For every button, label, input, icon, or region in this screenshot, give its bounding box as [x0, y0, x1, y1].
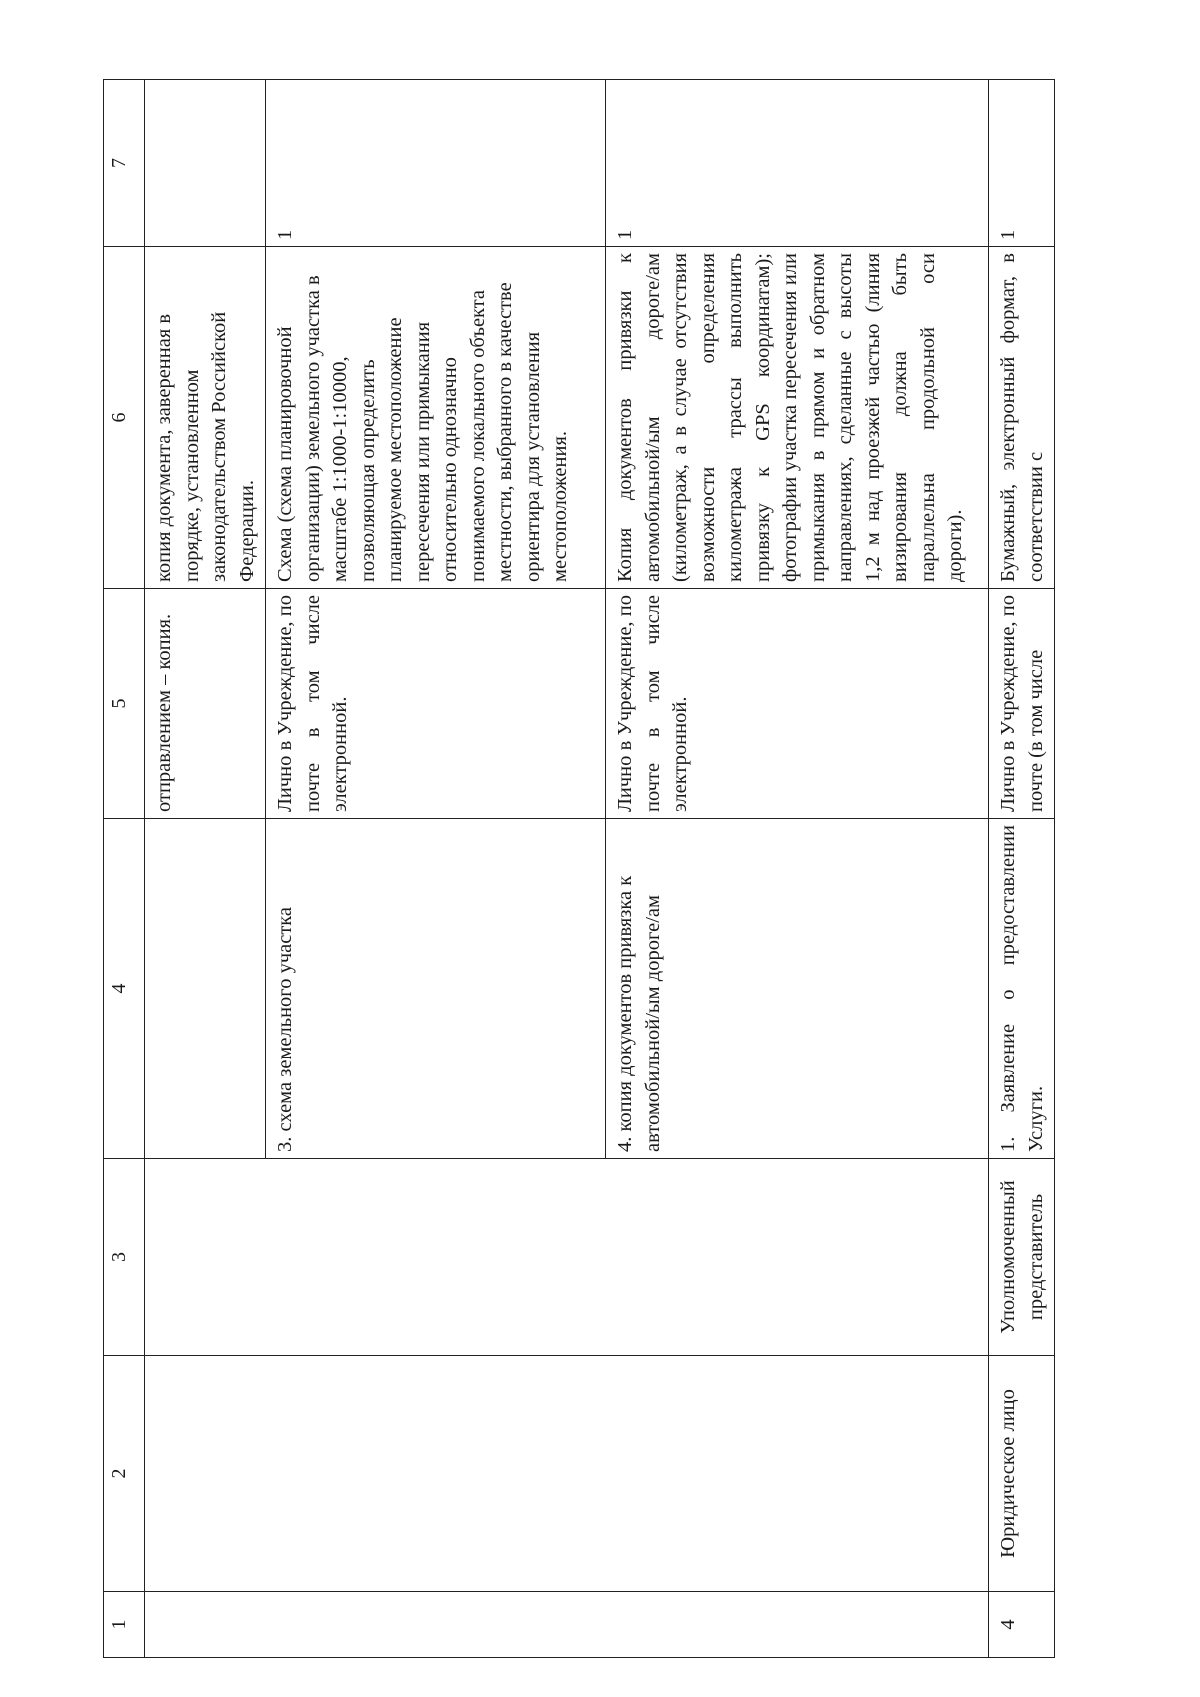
column-number: 7 [104, 80, 145, 247]
representative-cell: Уполномоченный представитель [989, 1159, 1055, 1356]
row-number-cell [606, 1592, 989, 1658]
count-cell [145, 80, 266, 247]
applicant-cell [606, 1356, 989, 1592]
table-row [145, 80, 266, 1658]
representative-cell [266, 1159, 606, 1356]
submission-method-cell: Лично в Учреждение, по почте (в том числе [989, 589, 1055, 819]
document-cell [145, 819, 266, 1159]
count-cell: 1 [989, 80, 1055, 247]
row-number-cell [266, 1592, 606, 1658]
column-number-row [104, 80, 145, 1658]
row-number-cell: 4 [989, 1592, 1055, 1658]
column-number: 2 [104, 1356, 145, 1592]
count-cell: 1 [606, 80, 989, 247]
requirements-cell: Бумажный, электронный формат, в соответствии с [989, 247, 1055, 589]
table-row [606, 80, 989, 1658]
document-cell: 4. копия документов привязка к автомобильной/ым дороге/ам [606, 819, 989, 1159]
submission-method-cell: Лично в Учреждение, по почте в том числе электронной. [266, 589, 606, 819]
applicant-cell [266, 1356, 606, 1592]
document-cell: 1. Заявление о предоставлении Услуги. [989, 819, 1055, 1159]
requirements-cell: копия документа, заверенная в порядке, установленном законодательством Российской Федерации. [145, 247, 266, 589]
requirements-cell: Копия документов привязки к автомобильной/ым дороге/ам (километраж, а в случае отсутствия возможности определения километража трассы выполнить привязку к GPS координатам); фотографии участка пересечения или примыкания в прямом и обратном направлениях, сделанные с высоты 1,2 м над проезжей частью (линия визирования должна быть параллельна продольной оси дороги). [606, 247, 989, 589]
submission-method-cell: Лично в Учреждение, по почте в том числе электронной. [606, 589, 989, 819]
column-number: 3 [104, 1159, 145, 1356]
column-number: 1 [104, 1592, 145, 1658]
submission-method-cell: отправлением – копия. [145, 589, 266, 819]
row-number-cell [145, 1592, 266, 1658]
documents-table [103, 79, 1055, 1658]
column-number: 6 [104, 247, 145, 589]
applicant-cell: Юридическое лицо [989, 1356, 1055, 1592]
requirements-cell: Схема (схема планировочной организации) земельного участка в масштабе 1:1000-1:10000, позволяющая определить планируемое местоположение пересечения или примыкания относительно однозначно понимаемого локального объекта местности, выбранного в качестве ориентира для установления местоположения. [266, 247, 606, 589]
representative-cell [606, 1159, 989, 1356]
rotated-page [103, 80, 1117, 1658]
document-cell: 3. схема земельного участка [266, 819, 606, 1159]
count-cell: 1 [266, 80, 606, 247]
column-number: 5 [104, 589, 145, 819]
table-row [266, 80, 606, 1658]
table-row [989, 80, 1055, 1658]
representative-cell [145, 1159, 266, 1356]
applicant-cell [145, 1356, 266, 1592]
column-number: 4 [104, 819, 145, 1159]
